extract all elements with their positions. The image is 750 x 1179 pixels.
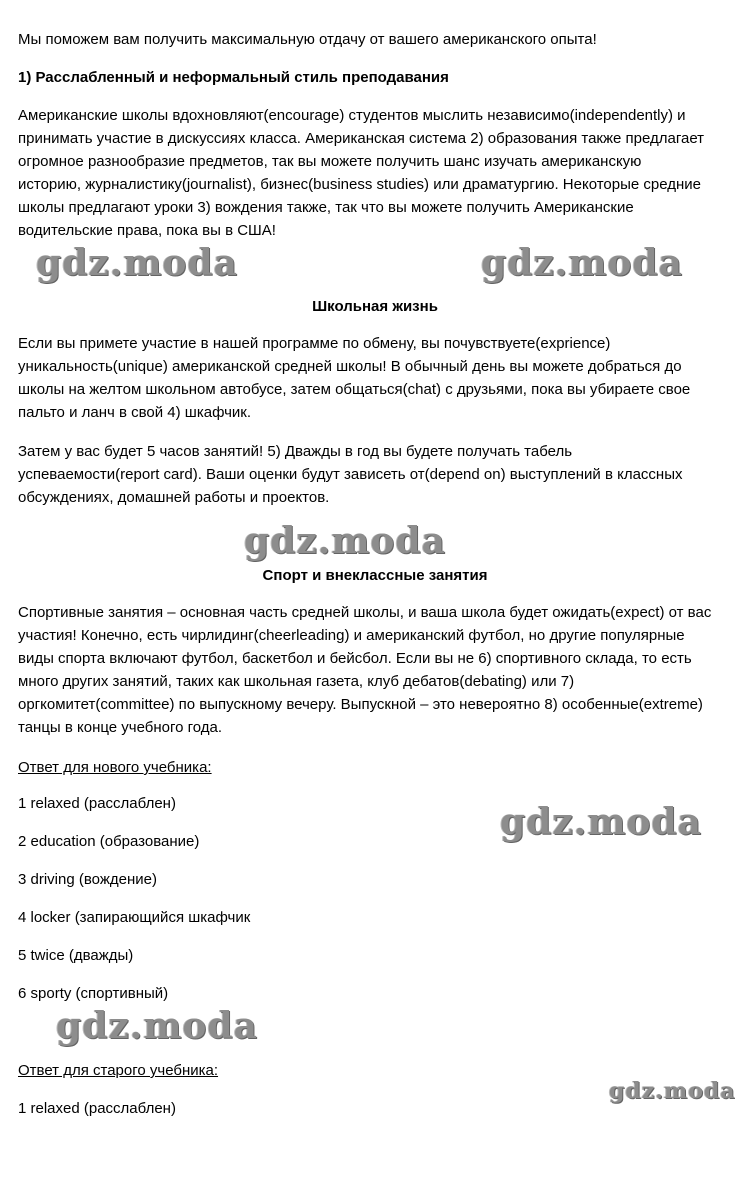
paragraph-line: школы на желтом школьном автобусе, затем общаться(chat) с друзьями, пока вы убираете свое [18,381,691,398]
paragraph-line: Американские школы вдохновляют(encourage) студентов мыслить независимо(independently) и [18,107,686,124]
section-3-title: Спорт и внеклассные занятия [262,567,488,584]
answer-item: 1 relaxed (расслаблен) [18,795,176,812]
paragraph-line: виды спорта включают футбол, баскетбол и бейсбол. Если вы не 6) спортивного склада, то есть [18,650,692,667]
paragraph-line: танцы в конце учебного года. [18,719,223,736]
paragraph-line: водительские права, пока вы в США! [18,222,276,239]
paragraph-line: успеваемости(report card). Ваши оценки будут зависеть от(depend on) выступлений в классных [18,466,683,483]
answer-item: 3 driving (вождение) [18,871,157,888]
answers-new-title: Ответ для нового учебника: [18,759,212,776]
paragraph-line: обсуждениях, домашней работы и проектов. [18,489,330,506]
paragraph-line: огромное разнообразие предметов, так вы можете получить шанс изучать американскую [18,153,642,170]
watermark: gdz.moda [244,520,446,562]
paragraph-line: пальто и ланч в свой 4) шкафчик. [18,404,252,421]
watermark: gdz.moda [500,801,702,843]
watermark: gdz.moda [36,242,238,284]
answer-item: 5 twice (дважды) [18,947,134,964]
paragraph-line: принимать участие в дискуссиях класса. Американская система 2) образования также предлагает [18,130,705,147]
answer-item: 6 sporty (спортивный) [18,985,169,1002]
answer-item: 1 relaxed (расслаблен) [18,1100,176,1117]
answers-old-title: Ответ для старого учебника: [18,1062,219,1079]
paragraph-line: Спортивные занятия – основная часть средней школы, и ваша школа будет ожидать(expect) от вас [18,604,712,621]
section-1-title: 1) Расслабленный и неформальный стиль преподавания [18,69,449,86]
paragraph-line: Если вы примете участие в нашей программе по обмену, вы почувствуете(exprience) [18,335,611,352]
paragraph-line: школы предлагают уроки 3) вождения также, так что вы можете получить Американские [18,199,634,216]
paragraph-line: историю, журналистику(journalist), бизнес(business studies) или драматургию. Некоторые средние [18,176,702,193]
paragraph-line: Затем у вас будет 5 часов занятий! 5) Дважды в год вы будете получать табель [18,443,573,460]
paragraph-line: участия! Конечно, есть чирлидинг(cheerleading) и американский футбол, но другие популярные [18,627,685,644]
watermark: gdz.moda [481,242,683,284]
paragraph-line: оргкомитет(committee) по выпускному вечеру. Выпускной – это невероятно 8) особенные(extreme) [18,696,703,713]
section-2-title: Школьная жизнь [312,298,438,315]
intro-text: Мы поможем вам получить максимальную отдачу от вашего американского опыта! [18,31,597,48]
paragraph-line: уникальность(unique) американской средней школы! В обычный день вы можете добраться до [18,358,682,375]
answer-item: 2 education (образование) [18,833,200,850]
answer-item: 4 locker (запирающийся шкафчик [18,909,251,926]
watermark: gdz.moda [56,1005,258,1047]
paragraph-line: много других занятий, таких как школьная газета, клуб дебатов(debating) или 7) [18,673,575,690]
watermark: gdz.moda [609,1078,736,1104]
